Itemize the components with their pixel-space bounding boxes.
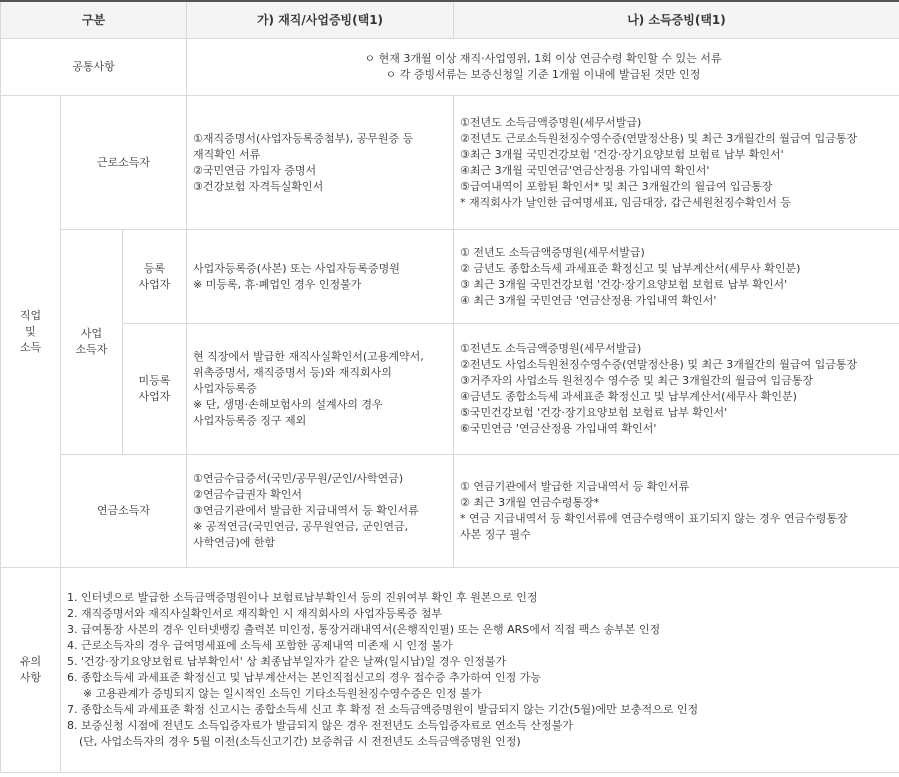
notes-row	[1, 568, 899, 773]
note-item: 4. 근로소득자의 경우 급여명세표에 소득세 포함한 공제내역 미존재 시 인정 불가	[67, 639, 453, 652]
registered-income-proof: ① 전년도 소득금액증명원(세무서발급) ② 금년도 종합소득세 과세표준 확정신고 및 납부계산서(세무사 확인분) ③ 최근 3개월 국민건강보험 '건강·장기요양보험 보험료 납부 확인서' ④ 최근 3개월 국민연금 '연금산정용 가입내역 확인서'	[454, 230, 899, 324]
unregistered-business-row	[1, 324, 899, 455]
note-item: 3. 급여통장 사본의 경우 인터넷뱅킹 출력본 미인정, 통장거래내역서(은행직인필) 또는 은행 ARS에서 직접 팩스 송부본 인정	[67, 623, 661, 636]
header-category: 구분	[1, 1, 187, 39]
note-item: 7. 종합소득세 과세표준 확정 신고시는 종합소득세 신고 후 확정 전 소득금액증명원이 발급되지 않는 기간(5월)에만 보충적으로 인정	[67, 703, 699, 716]
note-item: 2. 재직증명서와 재직사실확인서로 재직확인 시 재직회사의 사업자등록증 첨부	[67, 607, 443, 620]
note-subitem: (단, 사업소득자의 경우 5월 이전(소득신고기간) 보증취급 시 전전년도 소득금액증명원 인정)	[79, 735, 521, 748]
header-income-proof: 나) 소득증빙(택1)	[454, 1, 899, 39]
pension-row	[1, 455, 899, 568]
note-item: 5. '건강·장기요양보험료 납부확인서' 상 최종납부일자가 같은 날짜(일시납)일 경우 인정불가	[67, 655, 507, 668]
common-line: ㅇ 각 증빙서류는 보증신청일 기준 1개월 이내에 발급된 것만 인정	[385, 68, 701, 81]
unregistered-income-proof: ①전년도 소득금액증명원(세무서발급) ②전년도 사업소득원천징수영수증(연말정산용) 및 최근 3개월간의 월급여 입금통장 ③거주자의 사업소득 원천징수 영수증 및 최근 3개월간의 월급여 입금통장 ④금년도 종합소득세 과세표준 확정신고 및 납부계산서(세무사 확인분) ⑤국민건강보험 '건강·장기요양보험 보험료 납부 확인서' ⑥국민연금 '연금산정용 가입내역 확인서'	[454, 324, 899, 455]
worker-employment-proof: ①재직증명서(사업자등록증첨부), 공무원증 등 재직확인 서류 ②국민연금 가입자 증명서 ③건강보험 자격득실확인서	[187, 96, 454, 230]
worker-label: 근로소득자	[61, 96, 187, 230]
registered-business-row	[1, 230, 899, 324]
header-row	[1, 1, 899, 39]
pension-label: 연금소득자	[61, 455, 187, 568]
common-content	[187, 39, 899, 96]
note-subitem: ※ 고용관계가 증빙되지 않는 일시적인 소득인 기타소득원천징수영수증은 인정 불가	[83, 687, 482, 700]
note-item: 1. 인터넷으로 발급한 소득금액증명원이나 보험료납부확인서 등의 진위여부 확인 후 원본으로 인정	[67, 591, 538, 604]
common-label: 공통사항	[1, 39, 187, 96]
registered-employment-proof: 사업자등록증(사본) 또는 사업자등록증명원 ※ 미등록, 휴·폐업인 경우 인정불가	[187, 230, 454, 324]
note-item: 8. 보증신청 시점에 전년도 소득입증자료가 발급되지 않은 경우 전전년도 소득입증자료로 연소득 산정불가	[67, 719, 573, 732]
pension-employment-proof: ①연금수급증서(국민/공무원/군인/사학연금) ②연금수급권자 확인서 ③연금기관에서 발급한 지급내역서 등 확인서류 ※ 공적연금(국민연금, 공무원연금, 군인연금, 사학연금)에 한함	[187, 455, 454, 568]
notes-label: 유의 사항	[1, 568, 61, 773]
note-item: 6. 종합소득세 과세표준 확정신고 및 납부계산서는 본인직접신고의 경우 접수증 추가하여 인정 가능	[67, 671, 541, 684]
notes-content	[61, 568, 899, 773]
unregistered-business-label: 미등록 사업자	[123, 324, 187, 455]
common-row	[1, 39, 899, 96]
unregistered-employment-proof: 현 직장에서 발급한 재직사실확인서(고용계약서, 위촉증명서, 재직증명서 등)와 재직회사의 사업자등록증 ※ 단, 생명·손해보험사의 설계사의 경우 사업자등록증 징구 제외	[187, 324, 454, 455]
job-income-label: 직업 및 소득	[1, 96, 61, 568]
pension-income-proof: ① 연금기관에서 발급한 지급내역서 등 확인서류 ② 최근 3개월 연금수령통장* * 연금 지급내역서 등 확인서류에 연금수령액이 표기되지 않는 경우 연금수령통장 사본 징구 필수	[454, 455, 899, 568]
header-employment-proof: 가) 재직/사업증빙(택1)	[187, 1, 454, 39]
business-income-label: 사업 소득자	[61, 230, 123, 455]
common-line: ㅇ 현재 3개월 이상 재직·사업영위, 1회 이상 연금수령 확인할 수 있는 서류	[364, 52, 722, 65]
worker-row	[1, 96, 899, 230]
worker-income-proof: ①전년도 소득금액증명원(세무서발급) ②전년도 근로소득원천징수영수증(연말정산용) 및 최근 3개월간의 월급여 입금통장 ③최근 3개월 국민건강보험 '건강·장기요양보험 보험료 납부 확인서' ④최근 3개월 국민연금'연금산정용 가입내역 확인서' ⑤급여내역이 포함된 확인서* 및 최근 3개월간의 월급여 입금통장 * 재직회사가 날인한 급여명세표, 임금대장, 갑근세원천징수확인서 등	[454, 96, 899, 230]
registered-business-label: 등록 사업자	[123, 230, 187, 324]
